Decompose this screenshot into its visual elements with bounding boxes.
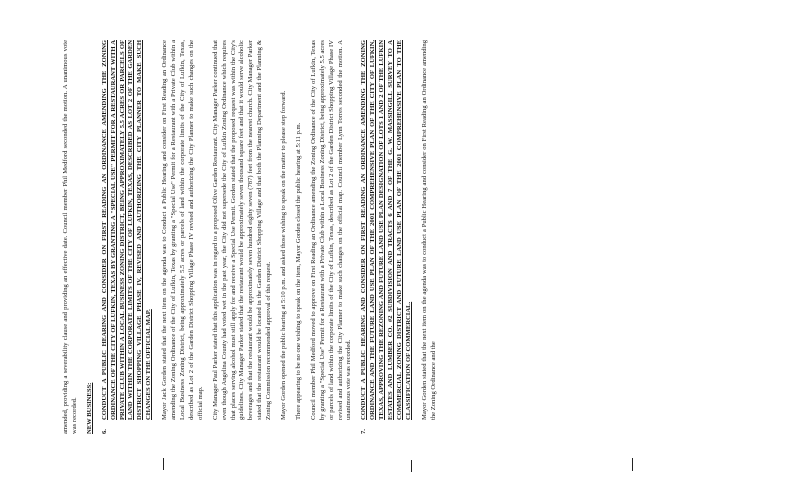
item-number: 7.	[360, 429, 368, 434]
item-title: CONDUCT A PUBLIC HEARING AND CONSIDER ON FIRST READING AN ORDINANCE AMENDING THE ZONING ORDINANCE AND THE FUTURE LAND USE PLAN OF THE 2001 COMPREHENSIVE PLAN OF THE CITY OF LUFKIN, TEXAS, APPROVING THE REZONING AND FUTURE LAND USE PLAN DESIGNATION OF LOTS 1 AND 2 OF THE LUFKIN ESTATES AND LUMBER CO. #2 SUBDIVISION AND TRACTS 6 AND 7 OF THE G. W. MASSINGILL SURVEY TO A COMMERCIAL ZONING DISTRICT AND FUTURE LAND USE PLAN OF THE 2001 COMPREHENSIVE PLAN TO THE CLASSIFICATION OF COMMERCIAL.	[360, 40, 412, 420]
section-heading: NEW BUSINESS:	[85, 382, 93, 434]
item-number: 6.	[100, 429, 108, 434]
intro-paragraph: amended, providing a severability clause and providing an effective date. Council member Phil Medford seconded the motion. A unanimous vote was recorded.	[62, 40, 78, 434]
edge-mark	[632, 458, 633, 471]
item-6-paragraph: Council member Phil Medford moved to approve on First Reading an Ordinance amending the Zoning Ordinance of the City of Lufkin, Texas by granting a "Special Use" Permit for a Restaurant with a Private Club within a Local Business Zoning District, being approximately 5.5 acres or parcels of land within the corporate limits of the City of Lufkin, Texas, described as Lot 2 of the Garden District Shopping Village Phase IV revised and authorizing the City Planner to make such changes on the official map. Council member Lynn Torres seconded the motion. A unanimous vote was recorded.	[309, 40, 353, 420]
item-6-paragraph: Mayor Gorden opened the public hearing at 5:10 p.m. and asked those wishing to speak on the matter to please step forward.	[280, 90, 288, 420]
item-title: CONDUCT A PUBLIC HEARING AND CONSIDER ON FIRST READING AN ORDINANCE AMENDING THE ZONING ORDINANCE OF THE CITY OF LUFKIN, TEXAS BY GRANTING A "SPECIAL USE" PERMIT FOR A RESTAURANT WITH A PRIVATE CLUB WITHIN A LOCAL BUSINESS ZONING DISTRICT, BEING APPROXIMATELY 5.5 ACRES OR PARCELS OF LAND WITHIN THE CORPORATE LIMITS OF THE CITY OF LUFKIN, TEXAS, DESCRIBED AS LOT 2 OF THE GARDEN DISTRICT SHOPPING VILLAGE PHASE IV, REVISED AND AUTHORIZING THE CITY PLANNER TO MAKE SUCH CHANGES ON THE OFFICIAL MAP.	[100, 40, 153, 420]
item-6-paragraph: City Manager Paul Parker stated that this application was in regard to a proposed Olive Garden Restaurant. City Manager Parker continued that even though Angelina County had voted wet in the past year, the City did not supersede the City of Lufkin Zoning Ordinance which requires that places serving alcohol must still apply for and receive a Special Use Permit. Gorden stated that the proposed request was within the City's guidelines. City Manager Parker stated that the restaurant would be approximately seven thousand square feet and that it would serve alcoholic beverages and that the restaurant would be approximately seven hundred eighty seven (787) feet from the nearest church. City Manager Parker stated that the restaurant would be located in the Garden District Shopping Village and that both the Planning Department and the Planning & Zoning Commission recommended approval of this request.	[211, 40, 273, 420]
item-6-paragraph: Mayor Jack Gorden stated that the next item on the agenda was to Conduct a Public Hearing and consider on First Reading an Ordinance amending the Zoning Ordinance of the City of Lufkin, Texas by granting a "Special Use" Permit for a Restaurant with a Private Club within a Local Business Zoning District, being approximately 5.5 acres or parcels of land within the corporate limits of the City of Lufkin, Texas, described as Lot 2 of the Garden District Shopping Village Phase IV revised and authorizing the City Planner to make such changes on the official map.	[161, 40, 204, 420]
item-7-paragraph: Mayor Gorden stated that the next item on the agenda was to conduct a Public Hearing and consider on First Reading an Ordinance amending the Zoning Ordinance and the	[420, 40, 437, 420]
edge-mark	[411, 460, 412, 472]
item-6-paragraph: There appearing to be no one wishing to speak on the item, Mayor Gorden closed the public hearing at 5:11 p.m.	[294, 122, 302, 420]
edge-mark	[163, 458, 164, 470]
